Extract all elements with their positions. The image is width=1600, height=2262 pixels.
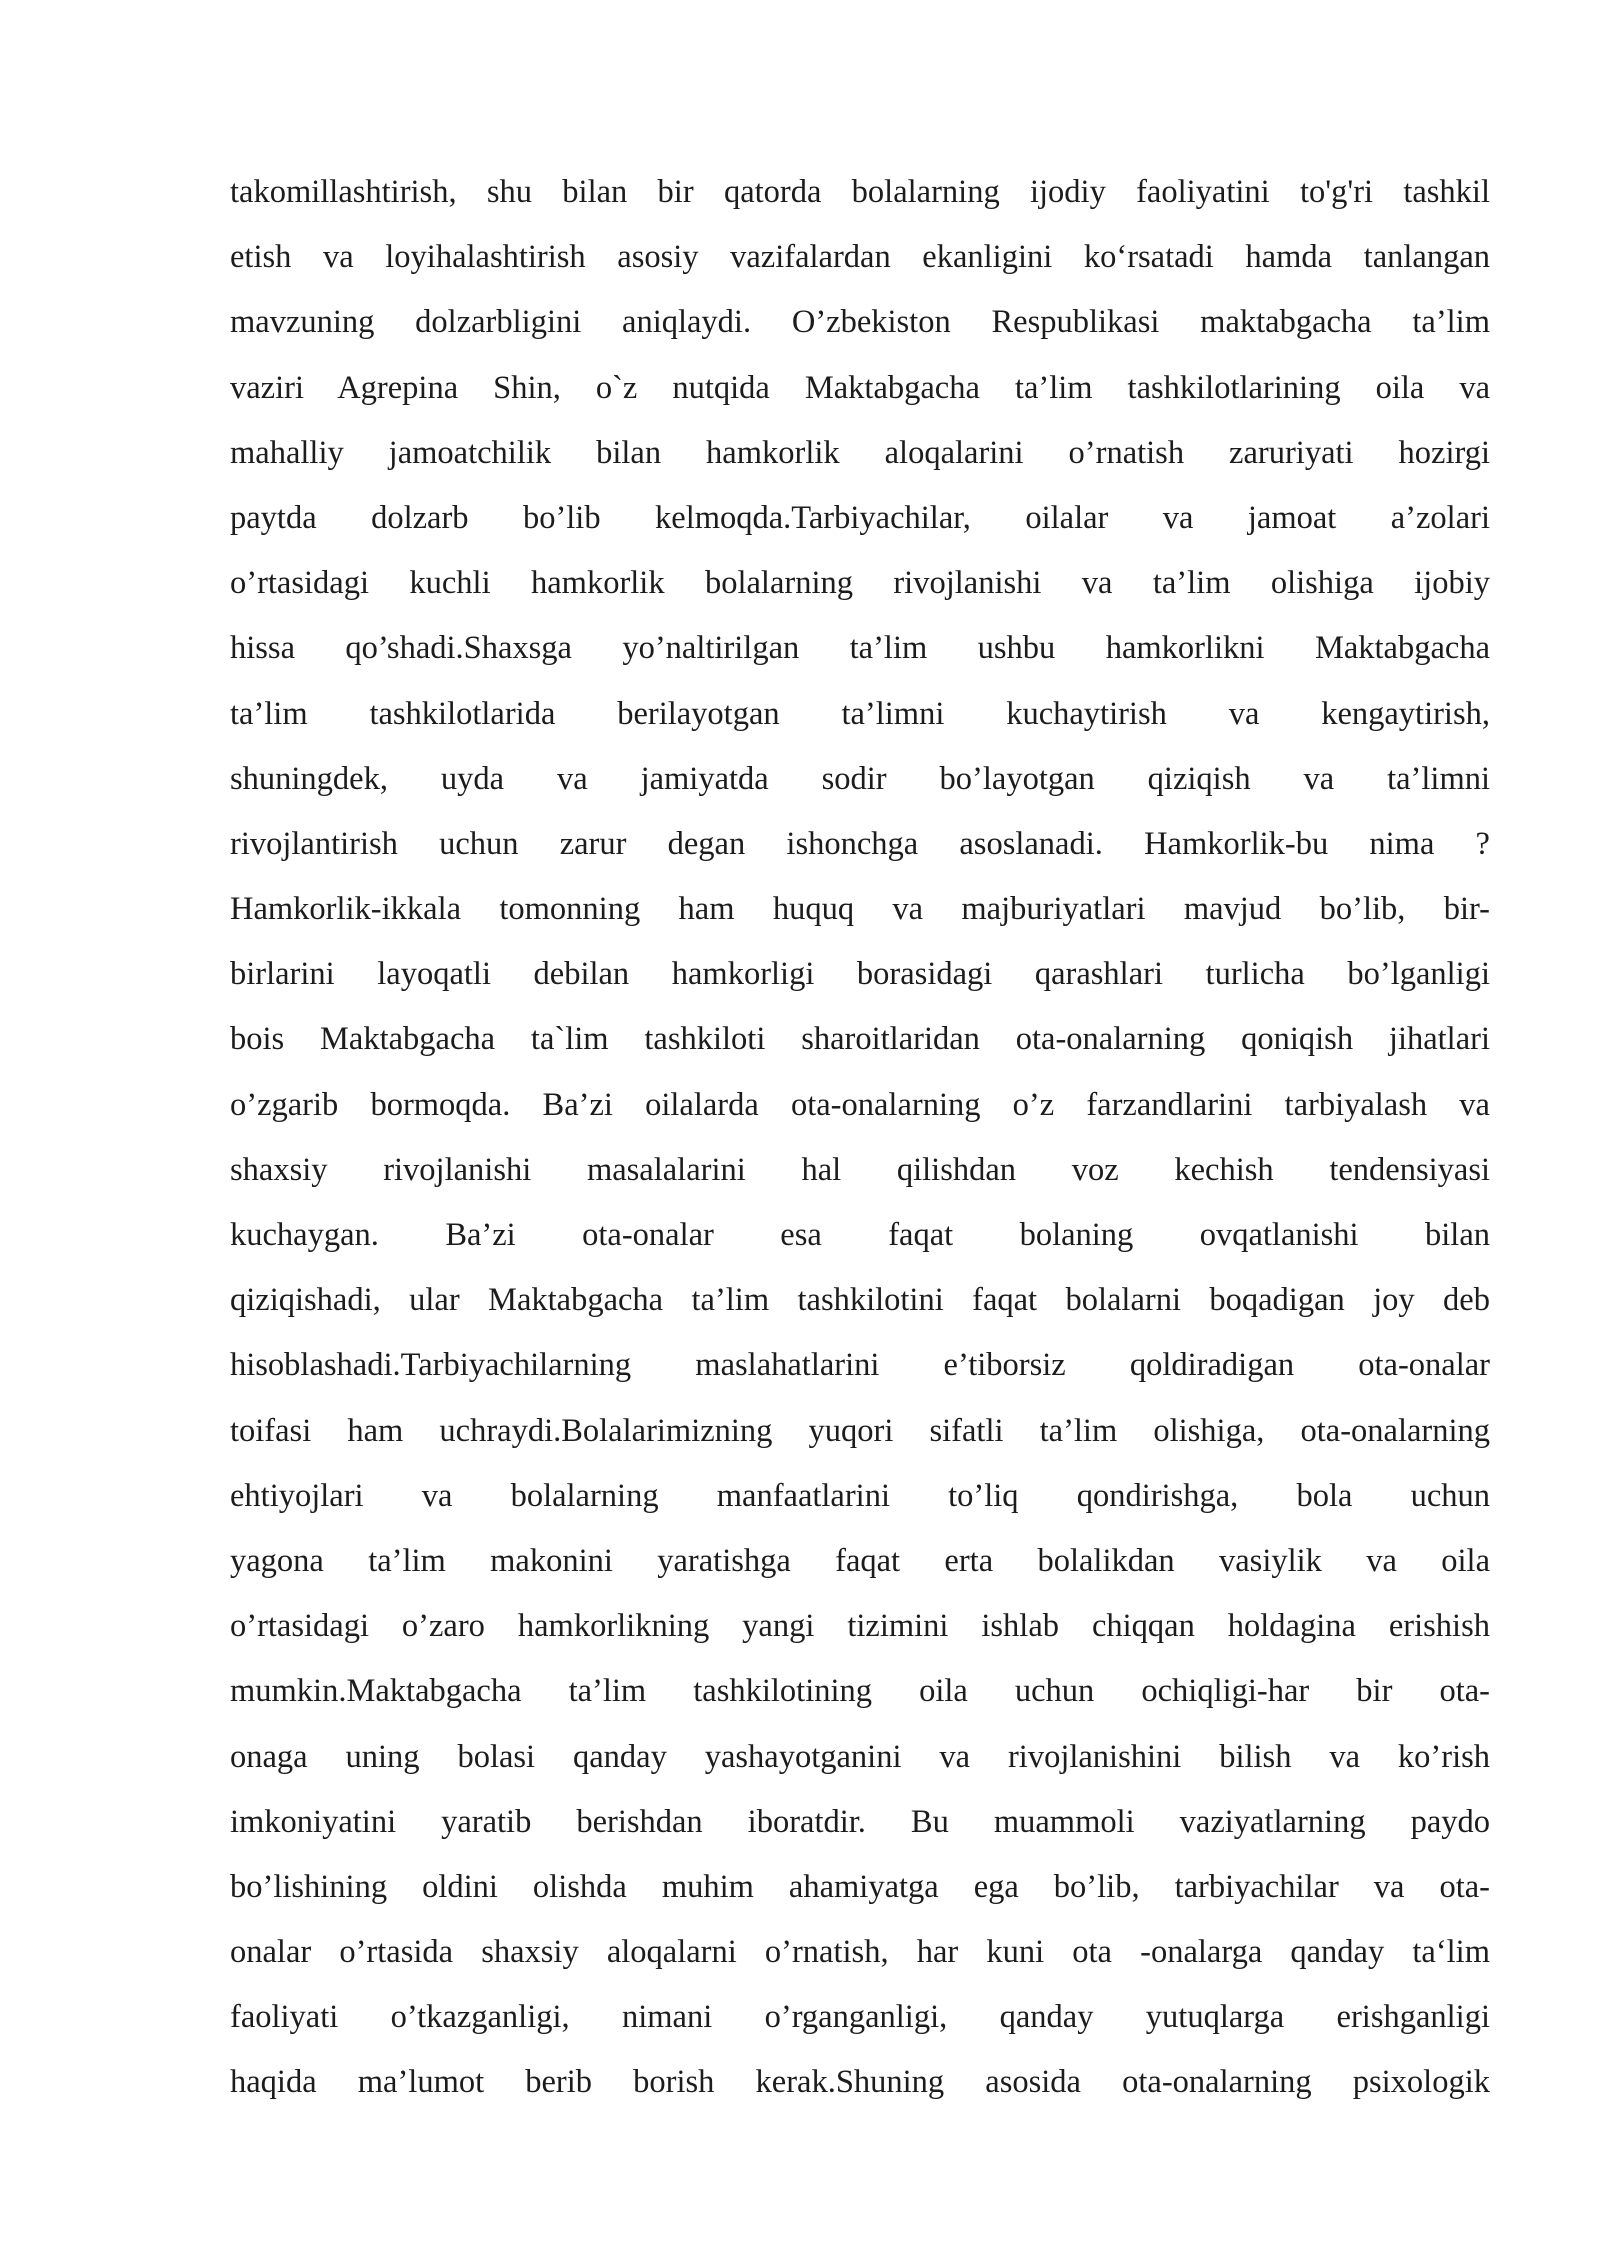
text-line: faoliyati o’tkazganligi, nimani o’rganganligi, qanday yutuqlarga erishganligi [230, 1999, 1490, 2036]
text-line: kuchaygan. Ba’zi ota-onalar esa faqat bolaning ovqatlanishi bilan [230, 1217, 1490, 1253]
text-line: etish va loyihalashtirish asosiy vazifalardan ekanligini ko‘rsatadi hamda tanlangan [230, 239, 1490, 276]
text-line: bo’lishining oldini olishda muhim ahamiyatga ega bo’lib, tarbiyachilar va ota- [230, 1868, 1490, 1905]
text-line: shaxsiy rivojlanishi masalalarini hal qilishdan voz kechish tendensiyasi [230, 1151, 1490, 1188]
text-line: mahalliy jamoatchilik bilan hamkorlik aloqalarini o’rnatish zaruriyati hozirgi [230, 434, 1490, 471]
text-line: qiziqishadi, ular Maktabgacha ta’lim tashkilotini faqat bolalarni boqadigan joy deb [230, 1282, 1490, 1319]
text-line: mumkin.Maktabgacha ta’lim tashkilotining oila uchun ochiqligi-har bir ota- [230, 1673, 1490, 1710]
body-text [230, 160, 1490, 2116]
text-line: haqida ma’lumot berib borish kerak.Shuning asosida ota-onalarning psixologik [230, 2064, 1490, 2101]
text-line: onaga uning bolasi qanday yashayotganini va rivojlanishini bilish va ko’rish [230, 1738, 1490, 1775]
text-line: ta’lim tashkilotlarida berilayotgan ta’limni kuchaytirish va kengaytirish, [230, 695, 1490, 732]
text-line: imkoniyatini yaratib berishdan iboratdir. Bu muammoli vaziyatlarning paydo [230, 1803, 1490, 1840]
text-line: hisoblashadi.Tarbiyachilarning maslahatlarini e’tiborsiz qoldiradigan ota-onalar [230, 1347, 1490, 1384]
text-line: o’zgarib bormoqda. Ba’zi oilalarda ota-onalarning o’z farzandlarini tarbiyalash va [230, 1086, 1490, 1123]
text-line: toifasi ham uchraydi.Bolalarimizning yuqori sifatli ta’lim olishiga, ota-onalarning [230, 1412, 1490, 1449]
text-line: Hamkorlik-ikkala tomonning ham huquq va majburiyatlari mavjud bo’lib, bir- [230, 891, 1490, 928]
text-line: mavzuning dolzarbligini aniqlaydi. O’zbekiston Respublikasi maktabgacha ta’lim [230, 304, 1490, 341]
text-line: takomillashtirish, shu bilan bir qatorda bolalarning ijodiy faoliyatini to'g'ri tashkil [230, 174, 1490, 210]
text-line: o’rtasidagi kuchli hamkorlik bolalarning rivojlanishi va ta’lim olishiga ijobiy [230, 565, 1490, 602]
text-line: paytda dolzarb bo’lib kelmoqda.Tarbiyachilar, oilalar va jamoat a’zolari [230, 499, 1490, 536]
text-line: bois Maktabgacha ta`lim tashkiloti sharoitlaridan ota-onalarning qoniqish jihatlari [230, 1021, 1490, 1058]
text-line: ehtiyojlari va bolalarning manfaatlarini to’liq qondirishga, bola uchun [230, 1477, 1490, 1514]
text-line: shuningdek, uyda va jamiyatda sodir bo’layotgan qiziqish va ta’limni [230, 760, 1490, 797]
text-line: vaziri Agrepina Shin, o`z nutqida Maktabgacha ta’lim tashkilotlarining oila va [230, 369, 1490, 406]
text-line: onalar o’rtasida shaxsiy aloqalarni o’rnatish, har kuni ota -onalarga qanday ta‘lim [230, 1934, 1490, 1971]
text-line: rivojlantirish uchun zarur degan ishonchga asoslanadi. Hamkorlik-bu nima ? [230, 825, 1490, 862]
text-line: yagona ta’lim makonini yaratishga faqat erta bolalikdan vasiylik va oila [230, 1542, 1490, 1579]
text-line: birlarini layoqatli debilan hamkorligi borasidagi qarashlari turlicha bo’lganligi [230, 956, 1490, 993]
text-line: o’rtasidagi o’zaro hamkorlikning yangi tizimini ishlab chiqqan holdagina erishish [230, 1608, 1490, 1645]
text-line: hissa qo’shadi.Shaxsga yo’naltirilgan ta’lim ushbu hamkorlikni Maktabgacha [230, 630, 1490, 667]
